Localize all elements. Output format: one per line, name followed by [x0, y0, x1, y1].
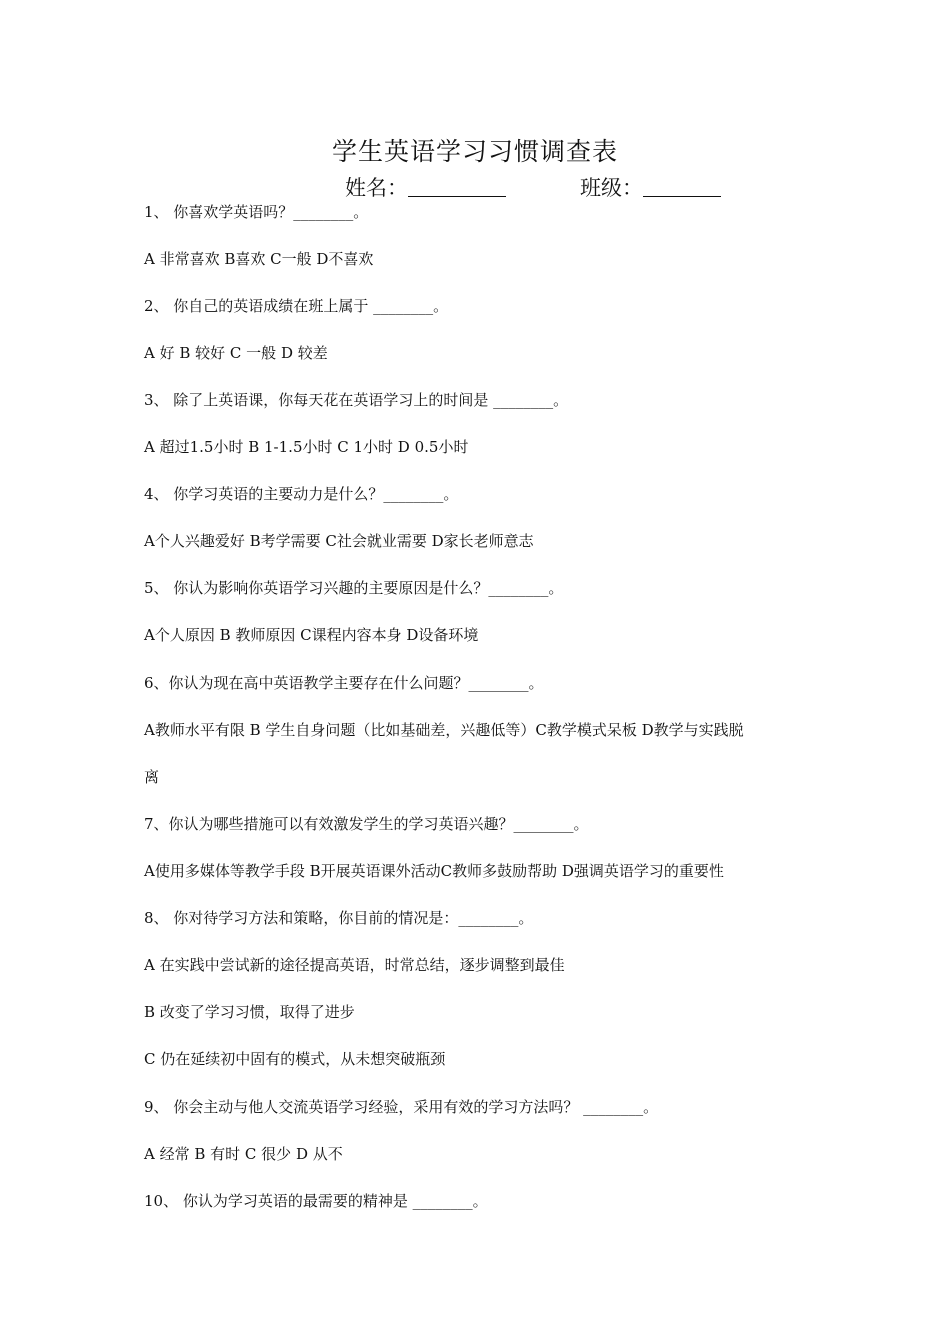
options-7: A使用多媒体等教学手段 B开展英语课外活动C教师多鼓励帮助 D强调英语学习的重要性	[144, 862, 724, 880]
options-6: A教师水平有限 B 学生自身问题（比如基础差，兴趣低等）C教学模式呆板 D教学与实践脱	[144, 721, 744, 739]
option-8b: B 改变了学习习惯，取得了进步	[144, 1003, 355, 1021]
question-8: 8、 你对待学习方法和策略，你目前的情况是：________。	[144, 909, 534, 927]
name-label: 姓名：	[345, 176, 408, 200]
question-4: 4、 你学习英语的主要动力是什么？________。	[144, 485, 459, 503]
question-1: 1、 你喜欢学英语吗？________。	[144, 203, 369, 221]
options-6-continued: 离	[144, 768, 160, 786]
page-title: 学生英语学习习惯调查表	[331, 137, 618, 166]
options-1: A 非常喜欢 B喜欢 C一般 D不喜欢	[144, 250, 374, 268]
question-2: 2、 你自己的英语成绩在班上属于 ________。	[144, 297, 449, 315]
options-5: A个人原因 B 教师原因 C课程内容本身 D设备环境	[144, 626, 479, 644]
question-10: 10、 你认为学习英语的最需要的精神是 ________。	[144, 1192, 488, 1210]
options-2: A 好 B 较好 C 一般 D 较差	[144, 344, 328, 362]
class-blank	[643, 176, 721, 197]
question-6: 6、你认为现在高中英语教学主要存在什么问题？________。	[144, 674, 544, 692]
options-9: A 经常 B 有时 C 很少 D 从不	[144, 1145, 343, 1163]
question-7: 7、你认为哪些措施可以有效激发学生的学习英语兴趣？________。	[144, 815, 589, 833]
question-9: 9、 你会主动与他人交流英语学习经验，采用有效的学习方法吗？ ________。	[144, 1098, 659, 1116]
name-field	[345, 172, 506, 202]
class-label: 班级：	[580, 176, 643, 200]
option-8a: A 在实践中尝试新的途径提高英语，时常总结，逐步调整到最佳	[144, 956, 565, 974]
question-5: 5、 你认为影响你英语学习兴趣的主要原因是什么？________。	[144, 579, 564, 597]
question-3: 3、 除了上英语课，你每天花在英语学习上的时间是 ________。	[144, 391, 569, 409]
option-8c: C 仍在延续初中固有的模式，从未想突破瓶颈	[144, 1050, 446, 1068]
name-blank	[408, 176, 506, 197]
class-field	[580, 172, 721, 202]
options-3: A 超过1.5小时 B 1-1.5小时 C 1小时 D 0.5小时	[144, 438, 469, 456]
options-4: A个人兴趣爱好 B考学需要 C社会就业需要 D家长老师意志	[144, 532, 534, 550]
